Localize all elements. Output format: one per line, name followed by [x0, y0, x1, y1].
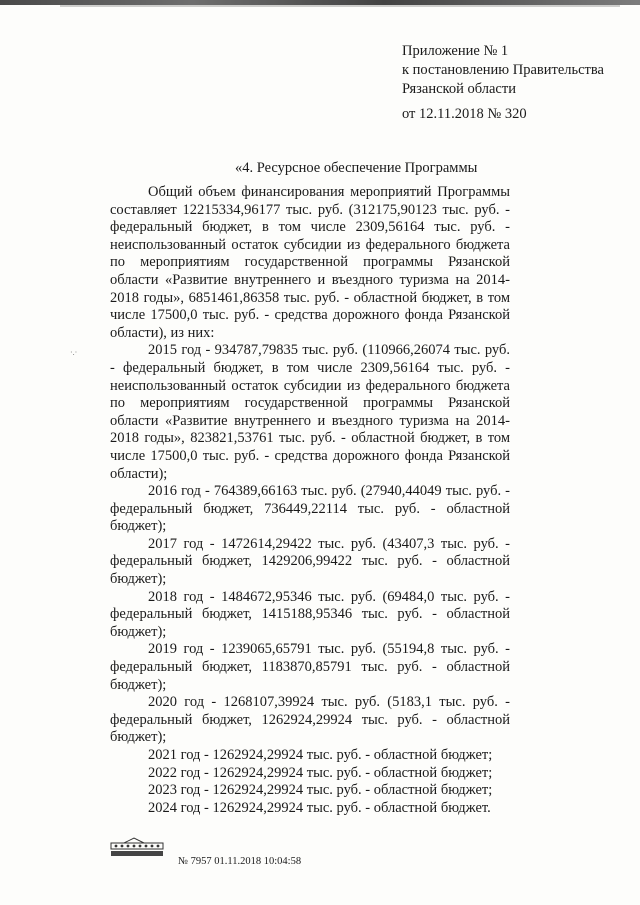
resolution-date: от 12.11.2018 № 320 — [402, 106, 527, 122]
year-2021-paragraph: 2021 год - 1262924,29924 тыс. руб. - областной бюджет; — [148, 747, 493, 763]
scan-edge-line — [60, 5, 620, 7]
section-title: «4. Ресурсное обеспечение Программы — [235, 160, 478, 176]
region-label: Рязанской области — [402, 81, 516, 97]
appendix-header — [402, 42, 604, 124]
scan-speck: ·.· — [70, 348, 78, 357]
year-2017-paragraph: 2017 год - 1472614,29422 тыс. руб. (43407,3 тыс. руб. - федеральный бюджет, 1429206,99422 тыс. руб. - областной бюджет); — [110, 535, 510, 588]
year-2023-paragraph: 2023 год - 1262924,29924 тыс. руб. - областной бюджет; — [148, 782, 493, 799]
year-2018-paragraph: 2018 год - 1484672,95346 тыс. руб. (69484,0 тыс. руб. - федеральный бюджет, 1415188,95346 тыс. руб. - областной бюджет); — [110, 588, 510, 640]
registration-number: № 7957 01.11.2018 10:04:58 — [178, 856, 302, 867]
year-2019-paragraph: 2019 год - 1239065,65791 тыс. руб. (55194,8 тыс. руб. - федеральный бюджет, 1183870,85791 тыс. руб. - областной бюджет); — [110, 641, 510, 693]
appendix-label: Приложение № 1 — [402, 43, 509, 59]
resolution-label: к постановлению Правительства — [402, 62, 604, 78]
year-2016-paragraph: 2016 год - 764389,66163 тыс. руб. (27940,44049 тыс. руб. - федеральный бюджет, 736449,22114 тыс. руб. - областной бюджет); — [110, 483, 510, 535]
year-2020-paragraph: 2020 год - 1268107,39924 тыс. руб. (5183,1 тыс. руб. - федеральный бюджет, 1262924,29924 тыс. руб. - областной бюджет); — [110, 694, 510, 746]
year-2022-paragraph: 2022 год - 1262924,29924 тыс. руб. - областной бюджет; — [148, 764, 493, 781]
intro-paragraph: Общий объем финансирования мероприятий Программы составляет 12215334,96177 тыс. руб. (312175,90123 тыс. руб. - федеральный бюджет, в том числе 2309,56164 тыс. руб. - неиспользованный остаток субсидии из федерального бюджета по мероприятиям государственной программы Рязанской области «Развитие внутреннего и въездного туризма на 2014-2018 годы», 6851461,86358 тыс. руб. - областной бюджет, в том числе 17500,0 тыс. руб. - средства дорожного фонда Рязанской области), из них: — [110, 184, 510, 341]
year-2024-paragraph: 2024 год - 1262924,29924 тыс. руб. - областной бюджет. — [148, 799, 491, 816]
document-body — [110, 184, 510, 817]
year-2015-paragraph: 2015 год - 934787,79835 тыс. руб. (110966,26074 тыс. руб. - федеральный бюджет, в том числе 2309,56164 тыс. руб. - неиспользованный остаток субсидии из федерального бюджета по мероприятиям государственной программы Рязанской области «Развитие внутреннего и въездного туризма на 2014-2018 годы», 823821,53761 тыс. руб. - областной бюджет, в том числе 17500,0 тыс. руб. - средства дорожного фонда Рязанской области); — [110, 342, 510, 482]
registry-stamp-icon — [108, 836, 166, 858]
